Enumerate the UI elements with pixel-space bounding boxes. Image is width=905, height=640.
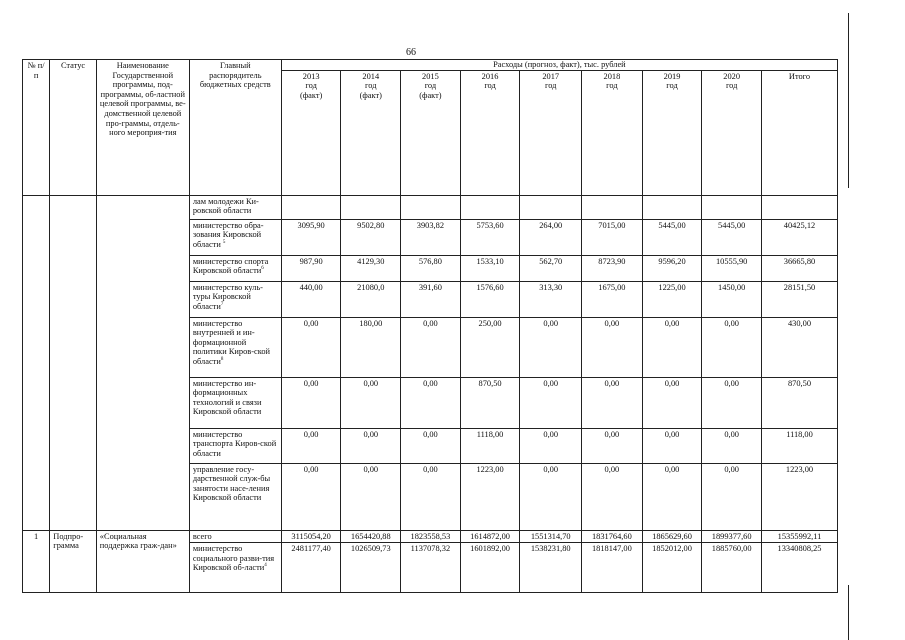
status-cell (50, 195, 97, 530)
scan-edge-line (848, 13, 849, 188)
value-cell: 10555,90 (702, 255, 762, 281)
value-cell: 987,90 (281, 255, 341, 281)
value-cell: 0,00 (642, 428, 702, 463)
header-budget-administrator: Главный распорядитель бюджетных средств (189, 60, 281, 196)
value-cell: 9502,80 (341, 219, 401, 255)
admin-cell: министерство куль-туры Кировской области$^7$ (189, 281, 281, 317)
value-cell: 7015,00 (582, 219, 643, 255)
value-cell: 0,00 (401, 463, 461, 530)
value-cell: 1118,00 (460, 428, 520, 463)
value-cell: 0,00 (702, 428, 762, 463)
header-year-2016: 2016 год (460, 70, 520, 195)
value-cell: 1576,60 (460, 281, 520, 317)
value-cell: 0,00 (642, 463, 702, 530)
subprogram-name: «Социальная поддержка граж-дан» (96, 530, 189, 593)
header-program-name: Наименование Государственной программы, под-программы, об-ластной целевой программы, ве-домственной целевой про-граммы, отдель-ного мероприя-тия (96, 60, 189, 196)
value-cell: 313,30 (520, 281, 582, 317)
page-number: 66 (406, 47, 416, 58)
header-year-2019: 2019 год (642, 70, 702, 195)
admin-cell: министерство внутренней и ин-формационной политики Киров-ской области$^8$ (189, 317, 281, 377)
value-cell: 5445,00 (702, 219, 762, 255)
header-row-1 (23, 60, 838, 71)
value-cell: 0,00 (582, 377, 643, 428)
value-cell: 1026509,73 (341, 543, 401, 593)
value-cell (281, 195, 341, 219)
value-cell: 1675,00 (582, 281, 643, 317)
admin-cell: лам молодежи Ки-ровской области (189, 195, 281, 219)
value-cell: 0,00 (401, 428, 461, 463)
value-cell: 0,00 (281, 428, 341, 463)
value-cell: 1137078,32 (401, 543, 461, 593)
value-cell: 870,50 (460, 377, 520, 428)
header-year-2015: 2015 год (факт) (401, 70, 461, 195)
header-year-2020: 2020 год (702, 70, 762, 195)
value-cell: 0,00 (582, 317, 643, 377)
value-cell: 0,00 (520, 377, 582, 428)
value-cell: 0,00 (702, 463, 762, 530)
total-value-cell: 870,50 (761, 377, 837, 428)
value-cell (460, 195, 520, 219)
total-value-cell: 430,00 (761, 317, 837, 377)
admin-cell: министерство спорта Кировской области$^6$ (189, 255, 281, 281)
total-value-cell: 1223,00 (761, 463, 837, 530)
value-cell (520, 195, 582, 219)
table-row (23, 195, 838, 219)
value-cell: 0,00 (341, 377, 401, 428)
value-cell: 0,00 (341, 463, 401, 530)
value-cell: 5753,60 (460, 219, 520, 255)
value-cell: 0,00 (702, 317, 762, 377)
subprogram-number: 1 (23, 530, 50, 593)
value-cell: 264,00 (520, 219, 582, 255)
number-cell (23, 195, 50, 530)
header-year-2017: 2017 год (520, 70, 582, 195)
admin-cell: управление госу-дарственной служ-бы занятости насе-ления Кировской области (189, 463, 281, 530)
value-cell: 1533,10 (460, 255, 520, 281)
value-cell: 0,00 (281, 317, 341, 377)
value-cell: 1450,00 (702, 281, 762, 317)
value-cell: 250,00 (460, 317, 520, 377)
value-cell: 3903,82 (401, 219, 461, 255)
value-cell: 21080,0 (341, 281, 401, 317)
header-status: Статус (50, 60, 97, 196)
admin-cell: министерство обра-зования Кировской области $^5$ (189, 219, 281, 255)
header-year-2013: 2013 год (факт) (281, 70, 341, 195)
value-cell (642, 195, 702, 219)
value-cell: 9596,20 (642, 255, 702, 281)
value-cell: 1654420,88 (341, 530, 401, 543)
value-cell: 0,00 (401, 377, 461, 428)
admin-cell: министерство социального разви-тия Кировской об-ласти$^4$ (189, 543, 281, 593)
value-cell: 1601892,00 (460, 543, 520, 593)
value-cell: 0,00 (341, 428, 401, 463)
value-cell: 1831764,60 (582, 530, 643, 543)
value-cell: 1538231,80 (520, 543, 582, 593)
value-cell: 0,00 (520, 317, 582, 377)
total-value-cell: 1118,00 (761, 428, 837, 463)
value-cell: 1865629,60 (642, 530, 702, 543)
value-cell: 1899377,60 (702, 530, 762, 543)
admin-cell: всего (189, 530, 281, 543)
admin-cell: министерство ин-формационных технологий и связи Кировской области (189, 377, 281, 428)
value-cell: 3095,90 (281, 219, 341, 255)
value-cell: 562,70 (520, 255, 582, 281)
value-cell: 0,00 (582, 428, 643, 463)
header-expenses: Расходы (прогноз, факт), тыс. рублей (281, 60, 837, 71)
value-cell: 2481177,40 (281, 543, 341, 593)
value-cell: 1852012,00 (642, 543, 702, 593)
subprogram-status: Подпро-грамма (50, 530, 97, 593)
value-cell: 1614872,00 (460, 530, 520, 543)
value-cell: 1223,00 (460, 463, 520, 530)
budget-table (22, 59, 838, 593)
value-cell: 440,00 (281, 281, 341, 317)
value-cell (702, 195, 762, 219)
value-cell: 0,00 (642, 377, 702, 428)
value-cell: 1818147,00 (582, 543, 643, 593)
value-cell: 8723,90 (582, 255, 643, 281)
total-value-cell: 15355992,11 (761, 530, 837, 543)
value-cell (582, 195, 643, 219)
value-cell: 5445,00 (642, 219, 702, 255)
value-cell: 0,00 (520, 463, 582, 530)
value-cell: 3115054,20 (281, 530, 341, 543)
value-cell: 0,00 (401, 317, 461, 377)
header-year-2014: 2014 год (факт) (341, 70, 401, 195)
name-cell (96, 195, 189, 530)
value-cell: 0,00 (520, 428, 582, 463)
header-year-2018: 2018 год (582, 70, 643, 195)
value-cell: 1225,00 (642, 281, 702, 317)
header-number: № п/п (23, 60, 50, 196)
value-cell: 0,00 (281, 377, 341, 428)
scan-edge-line-lower (848, 585, 849, 640)
value-cell: 0,00 (702, 377, 762, 428)
value-cell: 1551314,70 (520, 530, 582, 543)
value-cell: 391,60 (401, 281, 461, 317)
value-cell: 576,80 (401, 255, 461, 281)
value-cell (341, 195, 401, 219)
total-value-cell: 40425,12 (761, 219, 837, 255)
value-cell: 1823558,53 (401, 530, 461, 543)
value-cell: 180,00 (341, 317, 401, 377)
value-cell: 0,00 (582, 463, 643, 530)
total-value-cell: 36665,80 (761, 255, 837, 281)
total-value-cell: 28151,50 (761, 281, 837, 317)
total-value-cell: 13340808,25 (761, 543, 837, 593)
subprogram-row (23, 530, 838, 543)
header-total: Итого (761, 70, 837, 195)
admin-cell: министерство транспорта Киров-ской области (189, 428, 281, 463)
value-cell: 1885760,00 (702, 543, 762, 593)
value-cell: 0,00 (281, 463, 341, 530)
value-cell: 4129,30 (341, 255, 401, 281)
total-value-cell (761, 195, 837, 219)
value-cell (401, 195, 461, 219)
value-cell: 0,00 (642, 317, 702, 377)
